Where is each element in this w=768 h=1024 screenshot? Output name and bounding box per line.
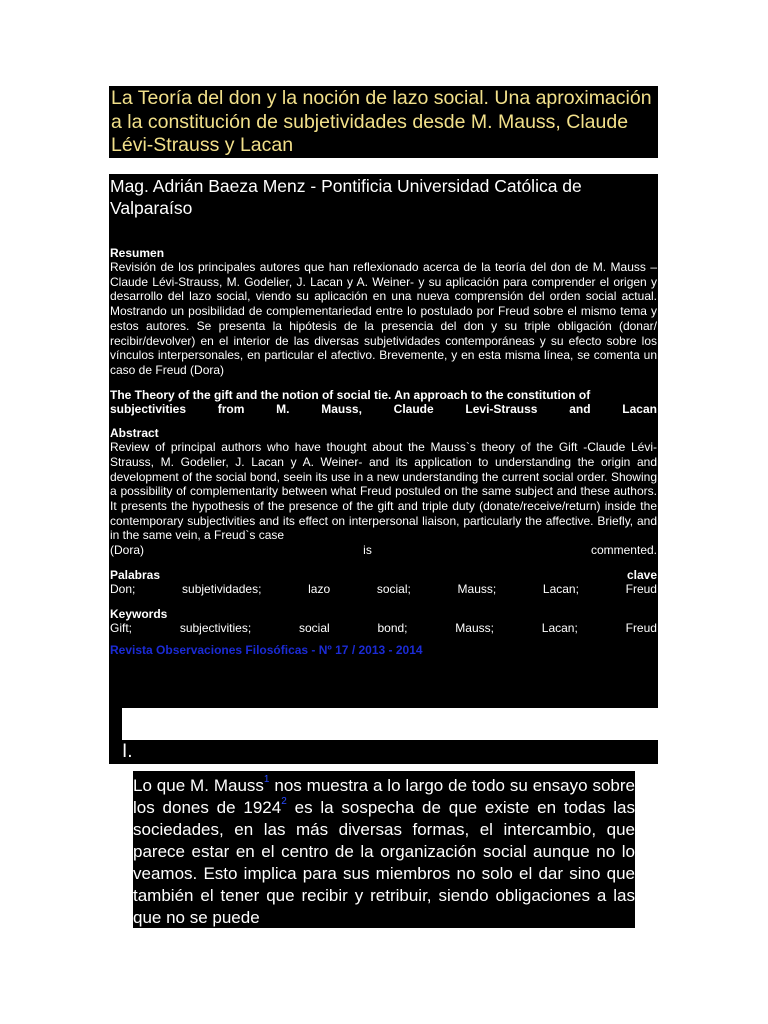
body-text: Lo que M. Mauss	[133, 776, 264, 795]
english-title-word: Levi-Strauss	[465, 401, 538, 416]
body-paragraph	[133, 771, 635, 928]
english-title-word: subjectivities	[110, 401, 187, 416]
palabra-clave: Freud	[625, 582, 657, 597]
palabras-heading-word: Palabras	[110, 567, 161, 582]
palabra-clave: social;	[376, 582, 411, 597]
palabras-clave-heading	[110, 568, 657, 583]
english-title-word: Lacan	[622, 401, 657, 416]
english-title-line2	[110, 402, 657, 417]
english-title-word: Mauss,	[321, 401, 362, 416]
abstract-word: commented.	[590, 543, 657, 558]
abstract-word: is	[363, 543, 372, 558]
palabra-clave: Mauss;	[457, 582, 497, 597]
keyword: bond;	[377, 620, 408, 635]
journal-link[interactable]: Revista Observaciones Filosóficas - Nº 17 / 2013 - 2014	[110, 643, 423, 658]
footnote-link[interactable]: 2	[281, 796, 287, 807]
palabra-clave: Lacan;	[542, 582, 579, 597]
keyword: Mauss;	[455, 620, 494, 635]
keyword: social	[298, 620, 330, 635]
keywords-heading: Keywords	[110, 606, 168, 621]
article-title: La Teoría del don y la noción de lazo social. Una aproximación a la constitución de subjetividades desde M. Mauss, Claude Lévi-Strauss y Lacan	[109, 86, 658, 158]
palabra-clave: Don;	[110, 582, 136, 597]
resumen-text: Revisión de los principales autores que han reflexionado acerca de la teoría del don de M. Mauss – Claude Lévi-Strauss, M. Godelier, J. Lacan y A. Weiner- y su aplicación para comprender el origen y desarrollo del lazo social, viendo su aplicación en una nueva comprensión del orden social actual. Mostrando un posibilidad de complementariedad entre lo postulado por Freud sobre el mismo tema y estos autores. Se presenta la hipótesis de la presencia del don y su triple obligación (donar/ recibir/devolver) en el interior de las diversas subjetividades contemporáneas y su efecto sobre los vínculos interpersonales, en particular el afectivo. Brevemente, y en esta misma línea, se comenta un caso de Freud (Dora)	[110, 260, 657, 377]
decorative-bar	[109, 708, 122, 764]
keyword: Lacan;	[541, 620, 578, 635]
section-heading: I.	[122, 740, 658, 764]
author-line: Mag. Adrián Baeza Menz - Pontificia Universidad Católica de Valparaíso	[110, 176, 582, 218]
palabra-clave: lazo	[308, 582, 331, 597]
body-text: es la sospecha de que existe en todas las sociedades, en las más diversas formas, el intercambio, que parece estar en el centro de la organización social aunque no lo veamos. Esto implica para sus miembros no solo el dar sino que también el tener que recibir y retribuir, siendo obligaciones a las que no se puede	[133, 798, 635, 927]
english-title-word: Claude	[393, 401, 434, 416]
keyword: Gift;	[110, 620, 133, 635]
english-title-word: and	[569, 401, 591, 416]
keyword: subjectivities;	[179, 620, 252, 635]
resumen-heading: Resumen	[110, 246, 165, 260]
abstract-last-line	[110, 543, 657, 558]
header-block	[109, 174, 658, 708]
footnote-link[interactable]: 1	[263, 774, 270, 785]
palabra-clave: subjetividades;	[182, 582, 262, 597]
abstract-text: Review of principal authors who have thought about the Mauss`s theory of the Gift -Claude Lévi-Strauss, M. Godelier, J. Lacan y A. Weiner- and its application to understanding the origin and development of the social bond, seein its use in a new understanding the current social order. Showing a possibility of complementarity between what Freud postuled on the same subject and these authors. It presents the hypothesis of the presence of the gift and triple duty (donate/receive/return) inside the contemporary subjectivities and its effect on interpersonal liaison, particularly the affective. Briefly, and in the same vein, a Freud`s case	[110, 440, 657, 543]
keywords-list	[110, 621, 657, 636]
palabras-clave-list	[110, 582, 657, 597]
keyword: Freud	[625, 620, 657, 635]
abstract-heading: Abstract	[110, 426, 159, 441]
english-title-line1: The Theory of the gift and the notion of social tie. An approach to the constitution of	[110, 387, 591, 402]
english-title-word: from	[217, 401, 245, 416]
body-text: nos muestra a lo largo de todo su ensayo sobre los dones de 1924	[133, 776, 635, 817]
english-title-word: M.	[276, 401, 290, 416]
abstract-word: (Dora)	[110, 543, 145, 558]
palabras-heading-word: clave	[626, 567, 657, 582]
